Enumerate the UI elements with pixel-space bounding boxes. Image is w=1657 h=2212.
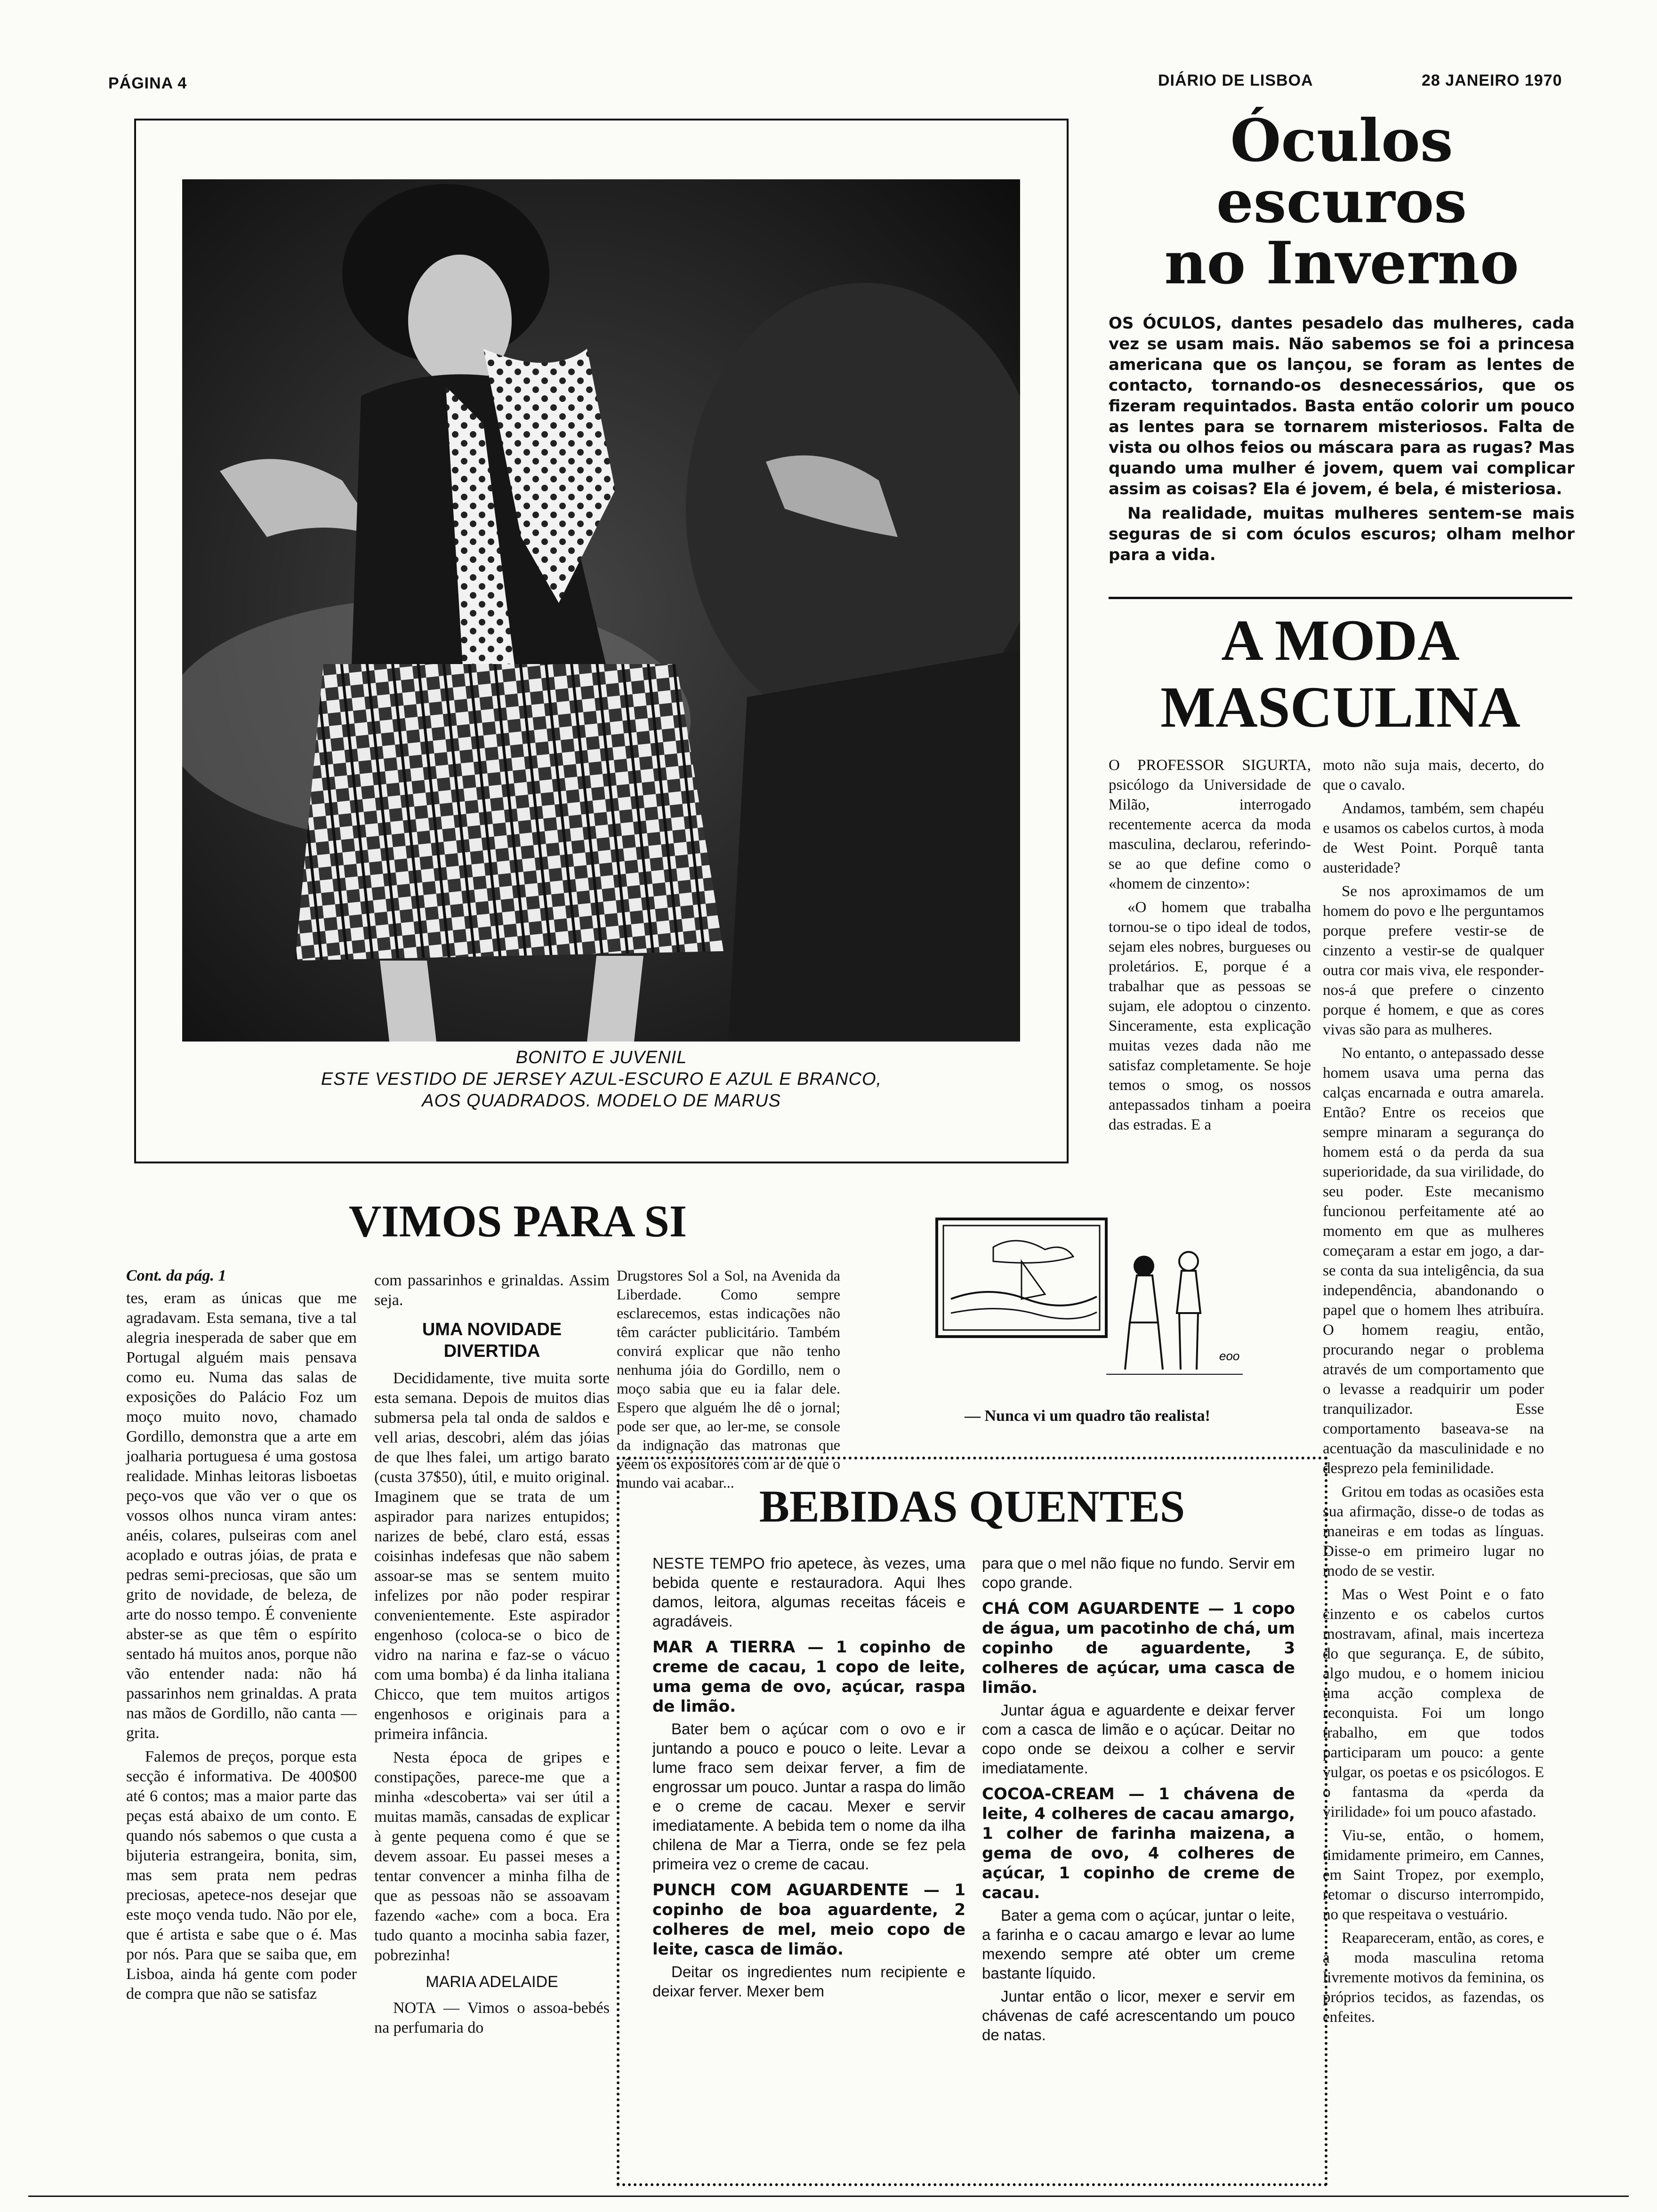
oculos-article	[1109, 107, 1575, 569]
moda-paragraph: Reapareceram, então, as cores, e a moda masculina retoma livremente motivos da feminina, os próprios tecidos, as fazendas, os enfeites.	[1323, 1930, 1544, 2026]
photo-caption-line: ESTE VESTIDO DE JERSEY AZUL-ESCURO E AZUL E BRANCO,	[321, 1069, 882, 1089]
recipe-heading: MAR A TIERRA — 1 copinho de creme de cacau, 1 copo de leite, uma gema de ovo, açúcar, raspa de limão.	[652, 1638, 965, 1716]
vimos-title: VIMOS PARA SI	[348, 1196, 687, 1246]
moda-paragraph: No entanto, o antepassado desse homem usava uma perna das calças encarnada e outra amarela. Então? Entre os receios que sempre minaram a segurança do homem está o da perda da sua superioridade, da sua virilidade, do seu poder. Este mecanismo funcionou perfeitamente até ao momento em que as mulheres começaram a estar em jogo, a dar-se conta da sua inteligência, da sua independência, abandonando o papel que o homem lhes atribuíra. O homem reagiu, então, procurando negar o problema através de um comportamento que o levasse a readquirir um poder tranquilizador. Esse comportamento baseava-se na acentuação da masculinidade e no desprezo pela feminilidade.	[1323, 1045, 1544, 1477]
moda-column-2	[1323, 755, 1544, 2031]
vimos-paragraph: Decididamente, tive muita sorte esta semana. Depois de muitos dias submersa pela tal onda de saldos e vell arias, descobri, além das jóias de que lhes falei, um artigo barato (custa 37$50), útil, e muito original. Imaginem que se trata de um aspirador para narizes entupidos; narizes de bebé, claro está, essas coisinhas indefesas que não sabem assoar-se mas se sentem muito infelizes por não poder respirar convenientemente. Este aspirador engenhoso (coloca-se o bico de vidro na narina e faz-se o vácuo com uma bomba) é da linha italiana Chicco, que tem muitos artigos engenhosos e originais para a primeira infância.	[374, 1370, 610, 1743]
vimos-paragraph: Nesta época de gripes e constipações, parece-me que a minha «descoberta» vai ser útil a muitas mamãs, cansadas de explicar à gente pequena como é que se devem assoar. Eu passei meses a tentar convencer a minha filha de que as pessoas não se assoavam fazendo «ache» com a boca. Era tudo quanto a mocinha sabia fazer, pobrezinha!	[374, 1749, 610, 1964]
moda-paragraph: Andamos, também, sem chapéu e usamos os cabelos curtos, à moda de West Point. Porquê tanta austeridade?	[1323, 800, 1544, 876]
oculos-paragraph: OS ÓCULOS, dantes pesadelo das mulheres, cada vez se usam mais. Não sabemos se foi a princesa americana que os lançou, se foram as lentes de contacto, tornando-os desnecessários, que os fizeram requintados. Basta então colorir um pouco as lentes para se tornarem misteriosos. Falta de vista ou olhos feios ou máscara para as rugas? Mas quando uma mulher é jovem, quem vai complicar assim as coisas? Ela é jovem, é bela, é misteriosa.	[1109, 314, 1575, 498]
recipe-text: Deitar os ingredientes num recipiente e deixar ferver. Mexer bem	[652, 1963, 965, 2000]
recipe-text: Bater a gema com o açúcar, juntar o leite, a farinha e o cacau amargo e levar ao lume mexendo sempre até obter um creme bastante líquido.	[982, 1907, 1295, 1982]
vimos-column-2	[374, 1271, 610, 2042]
moda-paragraph: Mas o West Point e o fato cinzento e os cabelos curtos mostravam, afinal, mais incerteza do que segurança. E, de súbito, algo mudou, e o homem iniciou uma acção complexa de reconquista. Foi um longo trabalho, em que todos participaram um pouco: a gente vulgar, os poetas e os psicólogos. E o fantasma da «perda da virilidade» foi um pouco afastado.	[1323, 1586, 1544, 1820]
moda-title	[1109, 607, 1572, 741]
recipe-heading: PUNCH COM AGUARDENTE — 1 copinho de boa aguardente, 2 colheres de mel, meio copo de leite, casca de limão.	[652, 1881, 965, 1959]
novidade-subheading: UMA NOVIDADE DIVERTIDA	[422, 1320, 562, 1361]
moda-title-line: MASCULINA	[1160, 675, 1520, 739]
moda-column-1	[1109, 755, 1311, 1138]
moda-paragraph: «O homem que trabalha tornou-se o tipo ideal de todos, sejam eles nobres, burgueses ou proletários. E, porque é a trabalhar que as pessoas se sujam, ele adoptou o cinzento. Sinceramente, esta explicação muitas vezes dada não me satisfaz completamente. Se hoje temos o smog, os nossos antepassados tinham a poeira das estradas. E a	[1109, 899, 1311, 1133]
newspaper-name: DIÁRIO DE LISBOA	[1158, 72, 1313, 89]
photo-caption-title: BONITO E JUVENIL	[515, 1048, 687, 1067]
bottom-rule	[28, 2196, 1629, 2197]
vimos-note: NOTA — Vimos o assoa-bebés na perfumaria do	[374, 1999, 610, 2036]
cartoon-caption: — Nunca vi um quadro tão realista!	[964, 1407, 1210, 1425]
vimos-paragraph: Drugstores Sol a Sol, na Avenida da Liberdade. Como sempre esclarecemos, estas indicações não têm carácter publicitário. Também convirá explicar que não tenho nenhuma jóia do Gordillo, nem o moço sabia que eu ia falar dele. Espero que alguém lhe dê o jornal; pode ser que, ao ler-me, se console da indignação das matronas que vêem os expositores com ar de que o mundo vai acabar...	[617, 1267, 840, 1491]
cartoon-illustration	[923, 1205, 1252, 1407]
bebidas-column-2	[982, 1554, 1295, 2048]
bebidas-title: BEBIDAS QUENTES	[759, 1481, 1185, 1531]
moda-paragraph: O PROFESSOR SIGURTA, psicólogo da Universidade de Milão, interrogado recentemente acerca da moda masculina, declarou, referindo-se ao que define como o «homem de cinzento»:	[1109, 757, 1311, 892]
oculos-title-line: Óculos	[1230, 107, 1453, 175]
moda-paragraph: Viu-se, então, o homem, timidamente primeiro, em Cannes, em Saint Tropez, por exemplo, retomar o discurso interrompido, no que respeitava o vestuário.	[1323, 1827, 1544, 1923]
bebidas-box	[617, 1457, 1327, 2186]
issue-date: 28 JANEIRO 1970	[1422, 72, 1562, 89]
bebidas-intro: NESTE TEMPO frio apetece, às vezes, uma bebida quente e restauradora. Aqui lhes damos, leitora, algumas receitas fáceis e agradáveis.	[652, 1555, 965, 1630]
photo-frame	[134, 119, 1069, 1163]
oculos-title	[1109, 107, 1575, 297]
recipe-text: Juntar então o licor, mexer e servir em chávenas de café acrescentando um pouco de natas.	[982, 1988, 1295, 2044]
cartoon-signature: eoo	[1219, 1349, 1240, 1363]
recipe-text: para que o mel não fique no fundo. Servir em copo grande.	[982, 1555, 1295, 1591]
moda-paragraph: Se nos aproximamos de um homem do povo e lhe perguntamos porque prefere vestir-se de cinzento a vestir-se de qualquer outra cor mais viva, ele responder-nos-á que prefere o cinzento porque é homem, e que as cores vivas são para as mulheres.	[1323, 883, 1544, 1038]
page-number: PÁGINA 4	[108, 74, 187, 92]
moda-title-line: A MODA	[1221, 608, 1460, 673]
photo-caption-line: AOS QUADRADOS. MODELO DE MARUS	[422, 1091, 781, 1111]
vimos-paragraph: com passarinhos e grinaldas. Assim seja.	[374, 1272, 610, 1309]
vimos-paragraph: Falemos de preços, porque esta secção é informativa. De 400$00 até 6 contos; mas a maior parte das peças está abaixo de um conto. E quando nós sabemos o que custa a bijuteria estrangeira, bonita, sim, mas sem prata nem pedras preciosas, apetece-nos desejar que este moço venda tudo. Não por ele, que é artista e sabe que o é. Mas por nós. Para que se saiba que, em Lisboa, ainda há gente com poder de compra que não se satisfaz	[126, 1748, 357, 2003]
fashion-photo	[182, 179, 1020, 1042]
moda-paragraph: Gritou em todas as ocasiões esta sua afirmação, disse-o de todas as maneiras e em todas as línguas. Disse-o em primeiro lugar no modo de se vestir.	[1323, 1483, 1544, 1579]
divider	[1109, 597, 1572, 599]
vimos-paragraph: tes, eram as únicas que me agradavam. Esta semana, tive a tal alegria inesperada de saber que em Portugal alguém mais pensava como eu. Numa das salas de exposições do Palácio Foz um moço muito novo, chamado Gordillo, demonstra que a arte em joalharia portuguesa é uma gostosa realidade. Minhas leitoras lisboetas peço-vos que vão ver o que os vossos olhos nunca viram antes: anéis, colares, pulseiras com anel acoplado e outras jóias, de prata e pedras semi-preciosas, que são um grito de novidade, de beleza, de arte do nosso tempo. É conveniente abster-se as que têm o espírito sentado há muitos anos, porque não vão entender nada: não há passarinhos nem grinaldas. A prata nas mãos de Gordillo, não canta — grita.	[126, 1290, 357, 1742]
vimos-column-1	[126, 1266, 357, 2008]
recipe-heading: COCOA-CREAM — 1 chávena de leite, 4 colheres de cacau amargo, 1 colher de farinha maizena, a gema de ovo, 4 colheres de açúcar, 1 copinho de creme de cacau.	[982, 1785, 1295, 1902]
recipe-text: Juntar água e aguardente e deixar ferver com a casca de limão e o açúcar. Deitar no copo onde se deixou a colher e servir imediatamente.	[982, 1701, 1295, 1777]
recipe-heading: CHÁ COM AGUARDENTE — 1 copo de água, um pacotinho de chá, um copinho de aguardente, 3 colheres de açúcar, uma casca de limão.	[982, 1599, 1295, 1697]
bebidas-column-1	[652, 1554, 965, 2004]
oculos-paragraph: Na realidade, muitas mulheres sentem-se mais seguras de si com óculos escuros; olham melhor para a vida.	[1109, 504, 1575, 564]
oculos-title-line: escuros	[1216, 168, 1467, 236]
continuation-note: Cont. da pág. 1	[126, 1267, 226, 1284]
author-signature: MARIA ADELAIDE	[426, 1973, 558, 1991]
oculos-title-line: no Inverno	[1164, 229, 1519, 297]
recipe-text: Bater bem o açúcar com o ovo e ir juntando a pouco e pouco o leite. Levar a lume fraco sem deixar ferver, a fim de engrossar um pouco. Juntar a raspa do limão e o creme de cacau. Mexer e servir imediatamente. A bebida tem o nome da ilha chilena de Mar a Tierra, onde se fez pela primeira vez o creme de cacau.	[652, 1720, 965, 1873]
moda-paragraph: moto não suja mais, decerto, do que o cavalo.	[1323, 757, 1544, 793]
